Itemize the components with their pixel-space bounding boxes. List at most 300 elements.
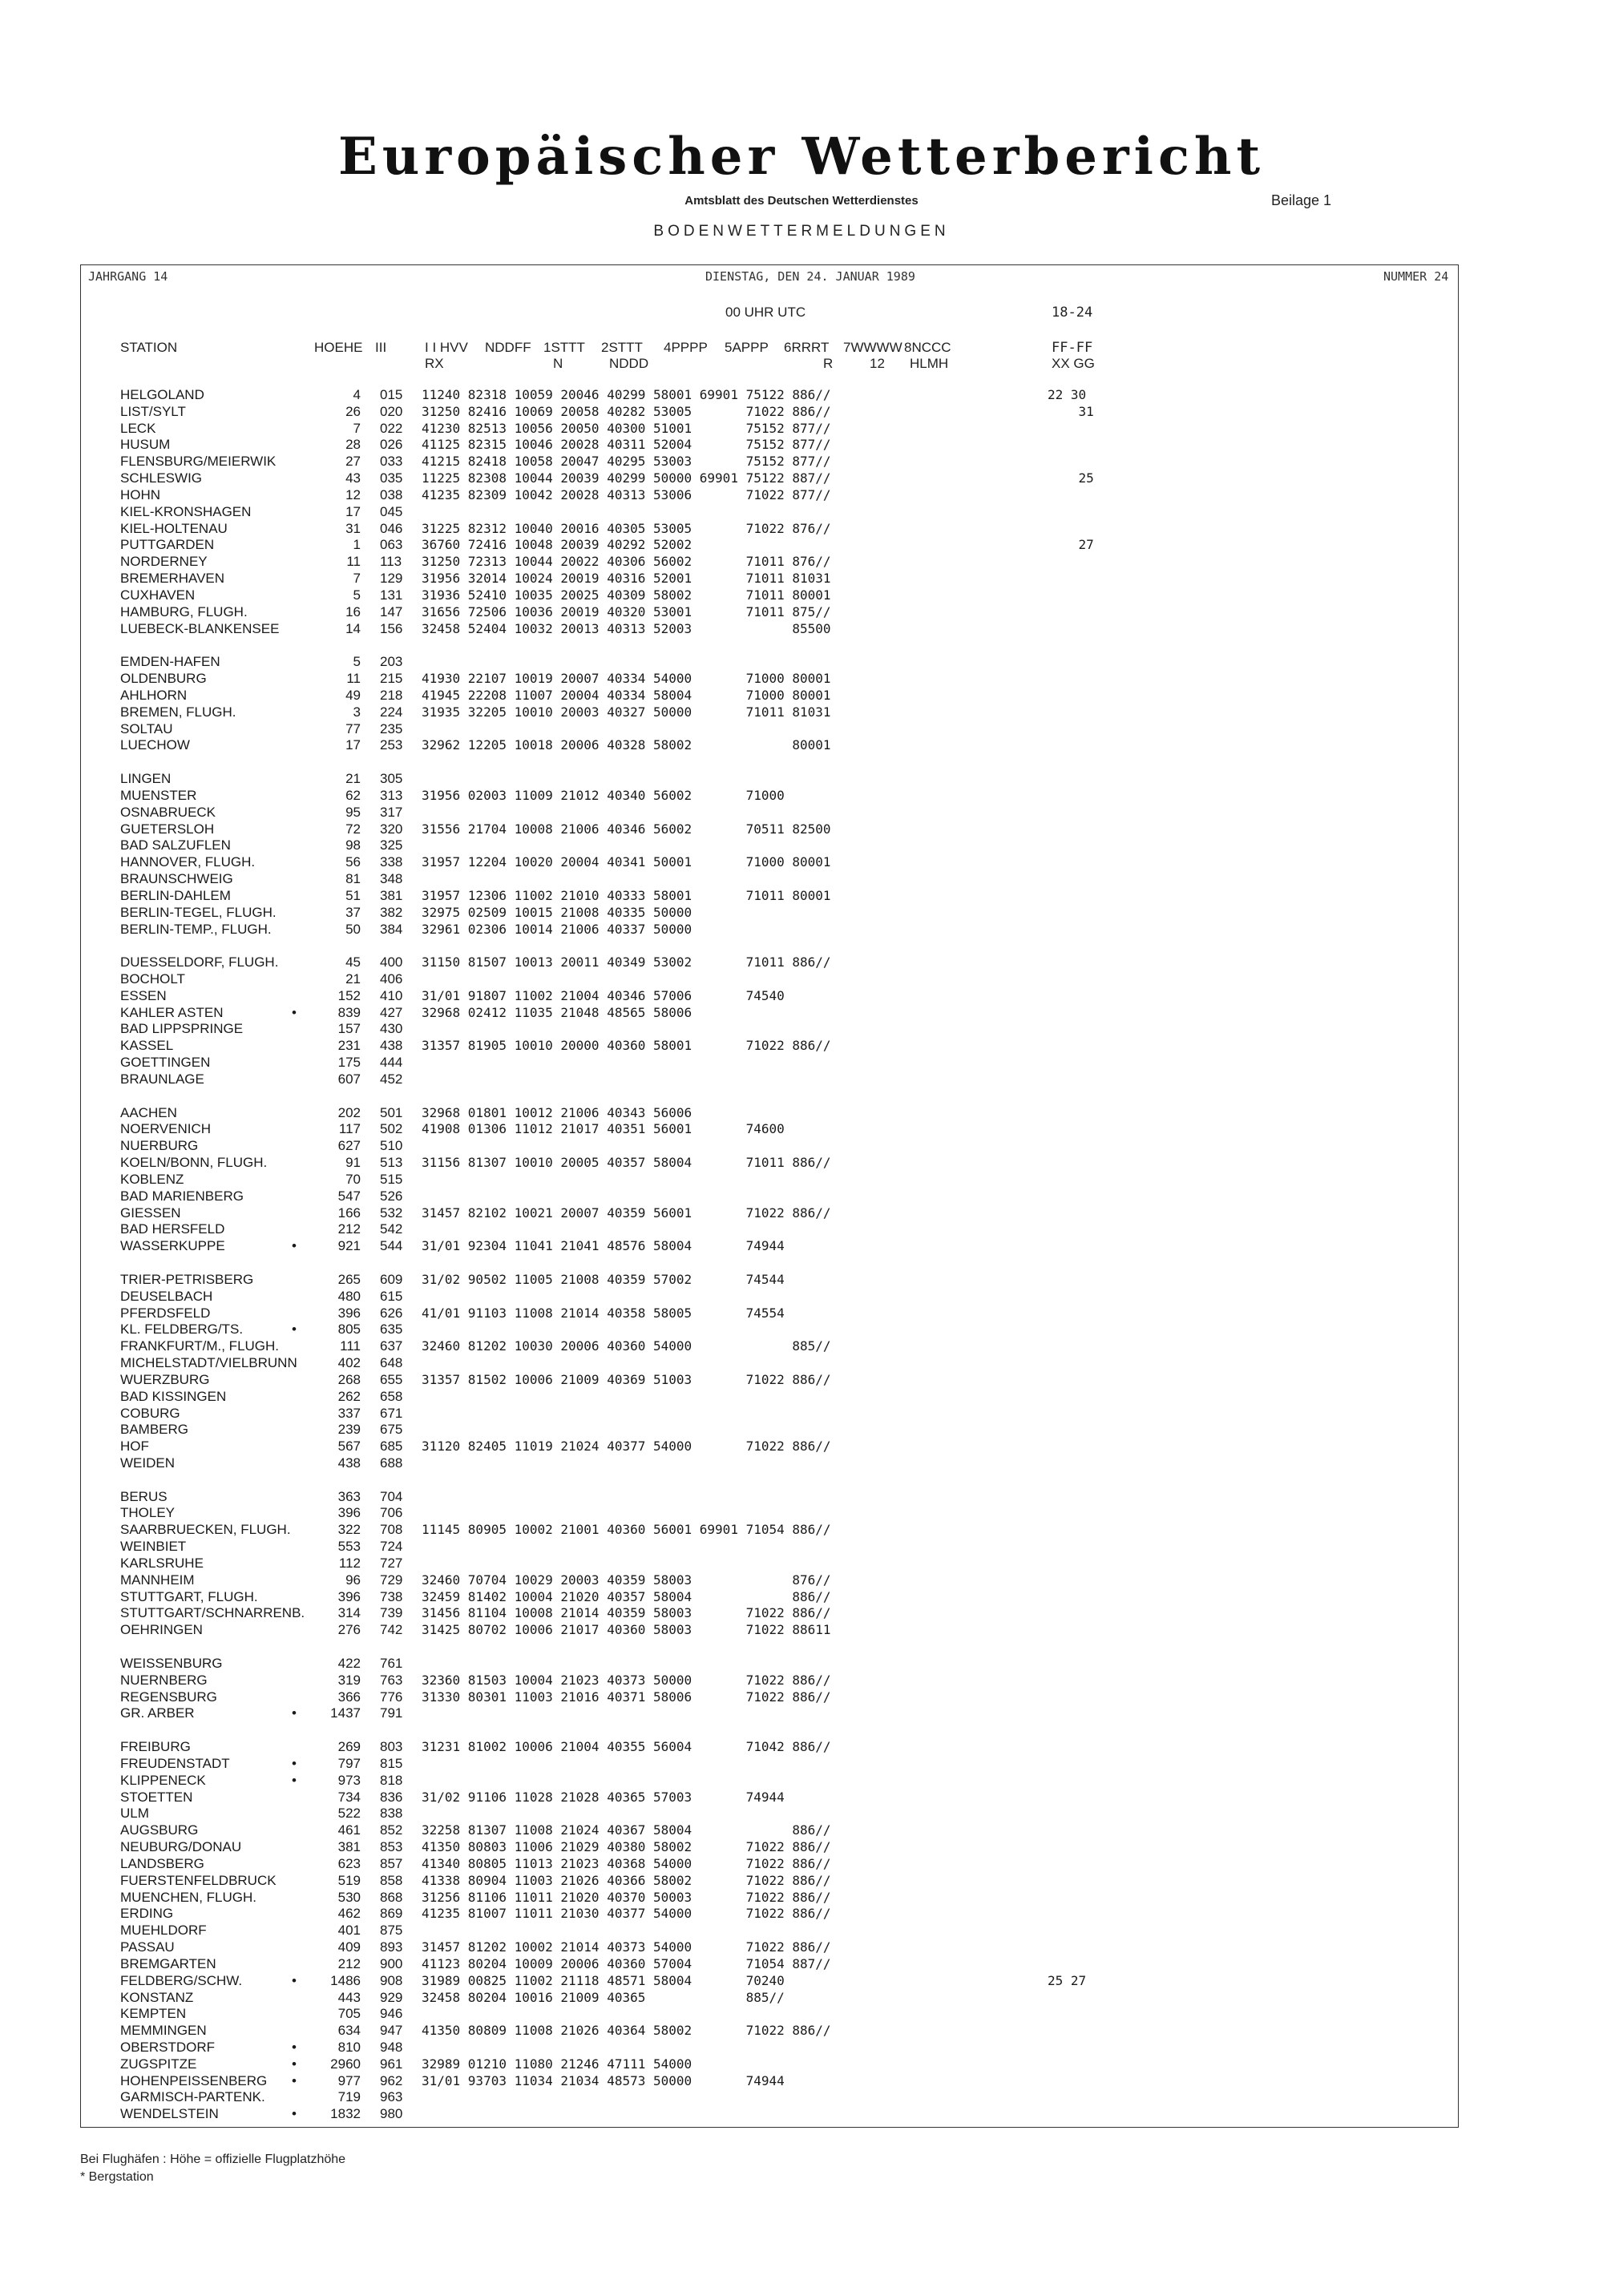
station-id: 980 [380, 2106, 403, 2122]
table-row [120, 721, 1371, 738]
station-height: 402 [337, 1355, 361, 1371]
table-row [120, 1005, 1371, 1022]
synop-groups: 32458 52404 10032 20013 40313 52003 85500 [422, 620, 831, 636]
synop-groups: 11145 80905 10002 21001 40360 56001 69901 71054 886// [422, 1522, 831, 1538]
synop-groups: 31457 81202 10002 21014 40373 54000 71022 886// [422, 1939, 831, 1955]
station-height: 634 [337, 2023, 361, 2039]
table-row [120, 421, 1371, 438]
mountain-marker: • [292, 1972, 297, 1988]
station-height: 166 [337, 1204, 361, 1221]
station-height: 43 [345, 470, 361, 486]
station-id: 852 [380, 1822, 403, 1838]
station-height: 443 [337, 1989, 361, 2005]
station-height: 70 [345, 1171, 361, 1187]
synop-groups: 41945 22208 11007 20004 40334 58004 71000 80001 [422, 687, 831, 703]
table-row [120, 1489, 1371, 1506]
col-g8a: 7WWWW [843, 340, 902, 355]
col-g3b: N [553, 356, 563, 371]
table-row [120, 1038, 1371, 1055]
station-name: KIEL-HOLTENAU [120, 520, 228, 536]
synop-groups: 31936 52410 10035 20025 40309 58002 71011 80001 [422, 587, 831, 603]
table-row [120, 871, 1371, 888]
station-height: 921 [337, 1238, 361, 1254]
station-height: 17 [345, 737, 361, 753]
station-height: 265 [337, 1271, 361, 1287]
station-height: 1 [353, 537, 361, 553]
table-row [120, 1322, 1371, 1338]
table-row [120, 837, 1371, 854]
station-id: 020 [380, 403, 403, 419]
station-name: NOERVENICH [120, 1121, 212, 1137]
station-name: CUXHAVEN [120, 587, 196, 603]
col-g9b: HLMH [910, 356, 949, 371]
station-name: GR. ARBER [120, 1705, 195, 1721]
synop-groups: 41340 80805 11013 21023 40368 54000 71022 886// [422, 1855, 831, 1871]
group-spacer [120, 637, 1371, 654]
station-name: BAD HERSFELD [120, 1221, 225, 1237]
station-height: 77 [345, 720, 361, 736]
station-height: 37 [345, 904, 361, 920]
table-row [120, 1289, 1371, 1305]
table-row [120, 1556, 1371, 1572]
table-row [120, 1790, 1371, 1806]
group-spacer [120, 938, 1371, 954]
station-id: 803 [380, 1739, 403, 1755]
station-height: 607 [337, 1071, 361, 1087]
station-name: WEIDEN [120, 1455, 175, 1471]
synop-groups: 31989 00825 11002 21118 48571 58004 70240 [422, 1972, 785, 1988]
mountain-marker: • [292, 1004, 297, 1020]
station-id: 853 [380, 1839, 403, 1855]
station-id: 147 [380, 603, 403, 619]
table-row [120, 621, 1371, 638]
synop-groups: 41338 80904 11003 21026 40366 58002 71022 886// [422, 1872, 831, 1888]
station-name: STOETTEN [120, 1789, 193, 1805]
station-id: 742 [380, 1622, 403, 1638]
station-id: 438 [380, 1038, 403, 1054]
station-height: 5 [353, 654, 361, 670]
station-height: 81 [345, 871, 361, 887]
col-g6: 5APPP [725, 340, 769, 355]
station-height: 519 [337, 1872, 361, 1888]
station-name: BREMEN, FLUGH. [120, 704, 236, 720]
station-name: BRAUNSCHWEIG [120, 871, 233, 887]
station-height: 21 [345, 970, 361, 987]
station-id: 400 [380, 954, 403, 970]
synop-groups: 31456 81104 10008 21014 40359 58003 71022 886// [422, 1605, 831, 1621]
station-name: MANNHEIM [120, 1572, 195, 1588]
station-name: KASSEL [120, 1038, 174, 1054]
station-name: EMDEN-HAFEN [120, 654, 220, 670]
station-height: 49 [345, 687, 361, 703]
station-id: 685 [380, 1439, 403, 1455]
table-row [120, 1939, 1371, 1956]
table-row [120, 1856, 1371, 1873]
station-name: WUERZBURG [120, 1371, 210, 1387]
station-height: 805 [337, 1322, 361, 1338]
station-id: 724 [380, 1539, 403, 1555]
station-id: 022 [380, 420, 403, 436]
station-name: FUERSTENFELDBRUCK [120, 1872, 277, 1888]
table-row [120, 1305, 1371, 1322]
station-id: 963 [380, 2089, 403, 2105]
table-row [120, 1505, 1371, 1522]
synop-groups: 32258 81307 11008 21024 40367 58004 886// [422, 1822, 831, 1838]
station-name: KIEL-KRONSHAGEN [120, 503, 252, 519]
col-g4b: NDDD [609, 356, 649, 371]
table-row [120, 1622, 1371, 1639]
station-id: 544 [380, 1238, 403, 1254]
station-name: GIESSEN [120, 1204, 181, 1221]
synop-groups: 41235 81007 11011 21030 40377 54000 71022 886// [422, 1906, 831, 1922]
station-name: OEHRINGEN [120, 1622, 203, 1638]
station-height: 401 [337, 1923, 361, 1939]
station-height: 366 [337, 1689, 361, 1705]
synop-groups: 41908 01306 11012 21017 40351 56001 74600 [422, 1121, 785, 1137]
station-id: 427 [380, 1004, 403, 1020]
station-id: 526 [380, 1188, 403, 1204]
station-height: 396 [337, 1305, 361, 1321]
station-id: 542 [380, 1221, 403, 1237]
station-height: 810 [337, 2039, 361, 2055]
synop-groups: 32961 02306 10014 21006 40337 50000 [422, 921, 692, 937]
station-id: 113 [380, 554, 402, 570]
table-row [120, 1689, 1371, 1706]
group-spacer [120, 1472, 1371, 1489]
table-row [120, 1439, 1371, 1455]
station-id: 045 [380, 503, 403, 519]
station-height: 567 [337, 1439, 361, 1455]
station-name: BOCHOLT [120, 970, 185, 987]
table-row [120, 1739, 1371, 1756]
station-name: LUEBECK-BLANKENSEE [120, 620, 280, 636]
table-row [120, 1839, 1371, 1856]
station-height: 7 [353, 571, 361, 587]
table-row [120, 788, 1371, 805]
station-id: 961 [380, 2056, 403, 2072]
table-row [120, 854, 1371, 871]
station-id: 313 [380, 787, 403, 803]
station-id: 635 [380, 1322, 403, 1338]
mountain-marker: • [292, 1772, 297, 1788]
station-name: MUENSTER [120, 787, 197, 803]
station-height: 438 [337, 1455, 361, 1471]
station-id: 444 [380, 1055, 403, 1071]
station-id: 706 [380, 1505, 403, 1521]
table-row [120, 1021, 1371, 1038]
station-id: 156 [380, 620, 403, 636]
station-height: 212 [337, 1955, 361, 1971]
station-id: 948 [380, 2039, 403, 2055]
station-id: 675 [380, 1422, 403, 1438]
station-id: 501 [380, 1104, 403, 1120]
publication-subtitle: Amtsblatt des Deutschen Wetterdienstes [684, 194, 919, 208]
synop-groups: 31150 81507 10013 20011 40349 53002 71011 886// [422, 954, 831, 970]
station-height: 530 [337, 1889, 361, 1905]
station-id: 348 [380, 871, 403, 887]
table-row [120, 988, 1371, 1005]
station-name: HUSUM [120, 437, 171, 453]
table-row [120, 737, 1371, 754]
station-height: 5 [353, 587, 361, 603]
synop-groups: 31225 82312 10040 20016 40305 53005 71022 876// [422, 520, 831, 536]
synop-groups: 31/01 92304 11041 21041 48576 58004 74944 [422, 1238, 785, 1254]
col-g2: NDDFF [485, 340, 531, 355]
station-id: 908 [380, 1972, 403, 1988]
synop-groups: 41/01 91103 11008 21014 40358 58005 74554 [422, 1305, 785, 1321]
station-name: KOELN/BONN, FLUGH. [120, 1155, 268, 1171]
col-g5: 4PPPP [664, 340, 708, 355]
synop-groups: 31250 72313 10044 20022 40306 56002 71011 876// [422, 554, 831, 570]
table-row [120, 1572, 1371, 1589]
station-id: 738 [380, 1588, 403, 1604]
station-name: STUTTGART, FLUGH. [120, 1588, 258, 1604]
synop-groups: 31956 32014 10024 20019 40316 52001 71011 81031 [422, 571, 831, 587]
mountain-marker: • [292, 2106, 297, 2122]
station-height: 547 [337, 1188, 361, 1204]
synop-groups: 32975 02509 10015 21008 40335 50000 [422, 904, 692, 920]
station-height: 553 [337, 1539, 361, 1555]
station-height: 480 [337, 1288, 361, 1304]
station-name: PASSAU [120, 1939, 175, 1955]
station-height: 268 [337, 1371, 361, 1387]
synop-groups: 41350 80803 11006 21029 40380 58002 71022 886// [422, 1839, 831, 1855]
station-height: 11 [346, 671, 361, 687]
table-row [120, 454, 1371, 470]
synop-groups: 31250 82416 10069 20058 40282 53005 71022 886// [422, 403, 831, 419]
station-id: 235 [380, 720, 403, 736]
station-name: SAARBRUECKEN, FLUGH. [120, 1522, 291, 1538]
table-row [120, 2056, 1371, 2073]
station-id: 015 [380, 387, 403, 402]
mountain-marker: • [292, 1755, 297, 1771]
station-height: 3 [353, 704, 361, 720]
table-row [120, 1589, 1371, 1606]
synop-groups: 41215 82418 10058 20047 40295 53003 75152 877// [422, 454, 831, 470]
table-row [120, 1756, 1371, 1773]
station-name: BERUS [120, 1488, 168, 1504]
station-height: 1437 [330, 1705, 361, 1721]
group-spacer [120, 1255, 1371, 1272]
station-name: BAD MARIENBERG [120, 1188, 244, 1204]
station-height: 1832 [330, 2106, 361, 2122]
table-row [120, 1238, 1371, 1255]
synop-groups: 32968 02412 11035 21048 48565 58006 [422, 1004, 692, 1020]
synop-groups: 31330 80301 11003 21016 40371 58006 71022 886// [422, 1689, 831, 1705]
station-id: 317 [380, 804, 403, 820]
station-height: 12 [345, 486, 361, 502]
station-id: 532 [380, 1204, 403, 1221]
table-row [120, 1138, 1371, 1155]
station-height: 627 [337, 1138, 361, 1154]
station-id: 046 [380, 520, 403, 536]
station-id: 818 [380, 1772, 403, 1788]
group-spacer [120, 1722, 1371, 1739]
station-name: OSNABRUECK [120, 804, 216, 820]
table-row [120, 1605, 1371, 1622]
station-name: HELGOLAND [120, 387, 204, 402]
station-id: 382 [380, 904, 403, 920]
station-id: 502 [380, 1121, 403, 1137]
station-height: 28 [345, 437, 361, 453]
station-name: OBERSTDORF [120, 2039, 216, 2055]
table-row [120, 1806, 1371, 1822]
table-row [120, 954, 1371, 971]
table-row [120, 587, 1371, 604]
synop-groups: 31/02 91106 11028 21028 40365 57003 74944 [422, 1789, 785, 1805]
table-row [120, 1522, 1371, 1539]
station-name: NUERNBERG [120, 1672, 208, 1688]
station-height: 734 [337, 1789, 361, 1805]
station-id: 727 [380, 1555, 403, 1571]
station-name: OLDENBURG [120, 671, 207, 687]
station-id: 655 [380, 1371, 403, 1387]
station-name: AACHEN [120, 1104, 177, 1120]
table-row [120, 1205, 1371, 1222]
table-row [120, 971, 1371, 988]
station-height: 202 [337, 1104, 361, 1120]
group-spacer [120, 1639, 1371, 1656]
station-name: ERDING [120, 1906, 174, 1922]
station-name: KAHLER ASTEN [120, 1004, 224, 1020]
station-height: 839 [337, 1004, 361, 1020]
table-row [120, 470, 1371, 487]
station-id: 729 [380, 1572, 403, 1588]
station-name: MEMMINGEN [120, 2023, 207, 2039]
table-row [120, 821, 1371, 838]
station-name: BREMGARTEN [120, 1955, 216, 1971]
table-row [120, 604, 1371, 621]
station-id: 406 [380, 970, 403, 987]
table-row [120, 1705, 1371, 1722]
station-id: 637 [380, 1338, 403, 1354]
station-name: MUEHLDORF [120, 1923, 207, 1939]
station-id: 510 [380, 1138, 403, 1154]
table-row [120, 1822, 1371, 1839]
station-name: HOHN [120, 486, 161, 502]
station-height: 522 [337, 1806, 361, 1822]
table-row [120, 2023, 1371, 2040]
station-height: 462 [337, 1906, 361, 1922]
station-height: 396 [337, 1588, 361, 1604]
station-id: 739 [380, 1605, 403, 1621]
station-name: MUENCHEN, FLUGH. [120, 1889, 257, 1905]
station-name: ZUGSPITZE [120, 2056, 197, 2072]
station-height: 31 [345, 520, 361, 536]
table-row [120, 2089, 1371, 2106]
nummer-label: NUMMER 24 [1383, 269, 1449, 284]
table-row [120, 1389, 1371, 1406]
station-height: 98 [345, 837, 361, 853]
station-id: 688 [380, 1455, 403, 1471]
station-height: 319 [337, 1672, 361, 1688]
synop-groups: 41125 82315 10046 20028 40311 52004 75152 877// [422, 437, 831, 453]
col-g7b: R [823, 356, 834, 371]
station-height: 212 [337, 1221, 361, 1237]
station-height: 7 [353, 420, 361, 436]
col-g1b: RX [425, 356, 444, 371]
station-height: 269 [337, 1739, 361, 1755]
footnote-airports: Bei Flughäfen : Höhe = offizielle Flugplatzhöhe [80, 2153, 346, 2166]
station-id: 410 [380, 987, 403, 1003]
col-ffb: XX GG [1052, 356, 1095, 371]
station-name: GARMISCH-PARTENK. [120, 2089, 265, 2105]
station-id: 763 [380, 1672, 403, 1688]
group-spacer [120, 754, 1371, 771]
synop-groups: 32458 80204 10016 21009 40365 885// [422, 1989, 785, 2005]
mountain-marker: • [292, 2039, 297, 2055]
station-name: TRIER-PETRISBERG [120, 1271, 254, 1287]
station-name: PUTTGARDEN [120, 537, 215, 553]
synop-groups: 31/01 91807 11002 21004 40346 57006 74540 [422, 987, 785, 1003]
col-g8b: 12 [870, 356, 885, 371]
station-name: COBURG [120, 1405, 180, 1421]
station-table [120, 387, 1371, 2123]
station-id: 836 [380, 1789, 403, 1805]
station-name: PFERDSFELD [120, 1305, 211, 1321]
station-height: 26 [345, 403, 361, 419]
table-row [120, 922, 1371, 938]
station-name: AUGSBURG [120, 1822, 199, 1838]
station-id: 253 [380, 737, 403, 753]
station-id: 962 [380, 2072, 403, 2088]
mountain-marker: • [292, 1705, 297, 1721]
synop-groups: 31357 81502 10006 21009 40369 51003 71022 886// [422, 1371, 831, 1387]
col-iii: III [375, 340, 387, 355]
station-id: 658 [380, 1388, 403, 1404]
station-height: 231 [337, 1038, 361, 1054]
table-row [120, 704, 1371, 721]
table-row [120, 1105, 1371, 1122]
col-hoehe: HOEHE [314, 340, 363, 355]
station-id: 704 [380, 1488, 403, 1504]
station-height: 56 [345, 854, 361, 870]
synop-groups: 31231 81002 10006 21004 40355 56004 71042 886// [422, 1739, 831, 1755]
synop-groups: 11240 82318 10059 20046 40299 58001 69901 75122 886// [422, 387, 831, 402]
station-id: 900 [380, 1955, 403, 1971]
table-row [120, 1355, 1371, 1372]
station-id: 791 [380, 1705, 403, 1721]
synop-groups: 31425 80702 10006 21017 40360 58003 71022 88611 [422, 1622, 831, 1638]
station-height: 337 [337, 1405, 361, 1421]
station-name: BRAUNLAGE [120, 1071, 204, 1087]
section-title: BODENWETTERMELDUNGEN [653, 223, 950, 240]
station-height: 50 [345, 921, 361, 937]
station-id: 869 [380, 1906, 403, 1922]
table-row [120, 654, 1371, 671]
synop-groups: 31120 82405 11019 21024 40377 54000 71022 886// [422, 1439, 831, 1455]
station-height: 797 [337, 1755, 361, 1771]
synop-groups: 31/02 90502 11005 21008 40359 57002 74544 [422, 1271, 785, 1287]
synop-groups: 31357 81905 10010 20000 40360 58001 71022 886// [422, 1038, 831, 1054]
synop-groups: 41123 80204 10009 20006 40360 57004 71054 887// [422, 1955, 831, 1971]
col-g3a: 1STTT [543, 340, 585, 355]
station-name: LANDSBERG [120, 1855, 204, 1871]
station-id: 857 [380, 1855, 403, 1871]
mountain-marker: • [292, 2056, 297, 2072]
synop-groups: 32968 01801 10012 21006 40343 56006 [422, 1104, 692, 1120]
beilage-label: Beilage 1 [1271, 192, 1332, 208]
col-g9a: 8NCCC [904, 340, 951, 355]
table-row [120, 554, 1371, 571]
table-row [120, 487, 1371, 504]
station-name: KARLSRUHE [120, 1555, 204, 1571]
synop-groups: 32962 12205 10018 20006 40328 58002 80001 [422, 737, 831, 753]
station-id: 129 [380, 571, 403, 587]
table-row [120, 1673, 1371, 1689]
station-name: BAMBERG [120, 1422, 189, 1438]
gust-values: 25 27 [1048, 1972, 1087, 1988]
